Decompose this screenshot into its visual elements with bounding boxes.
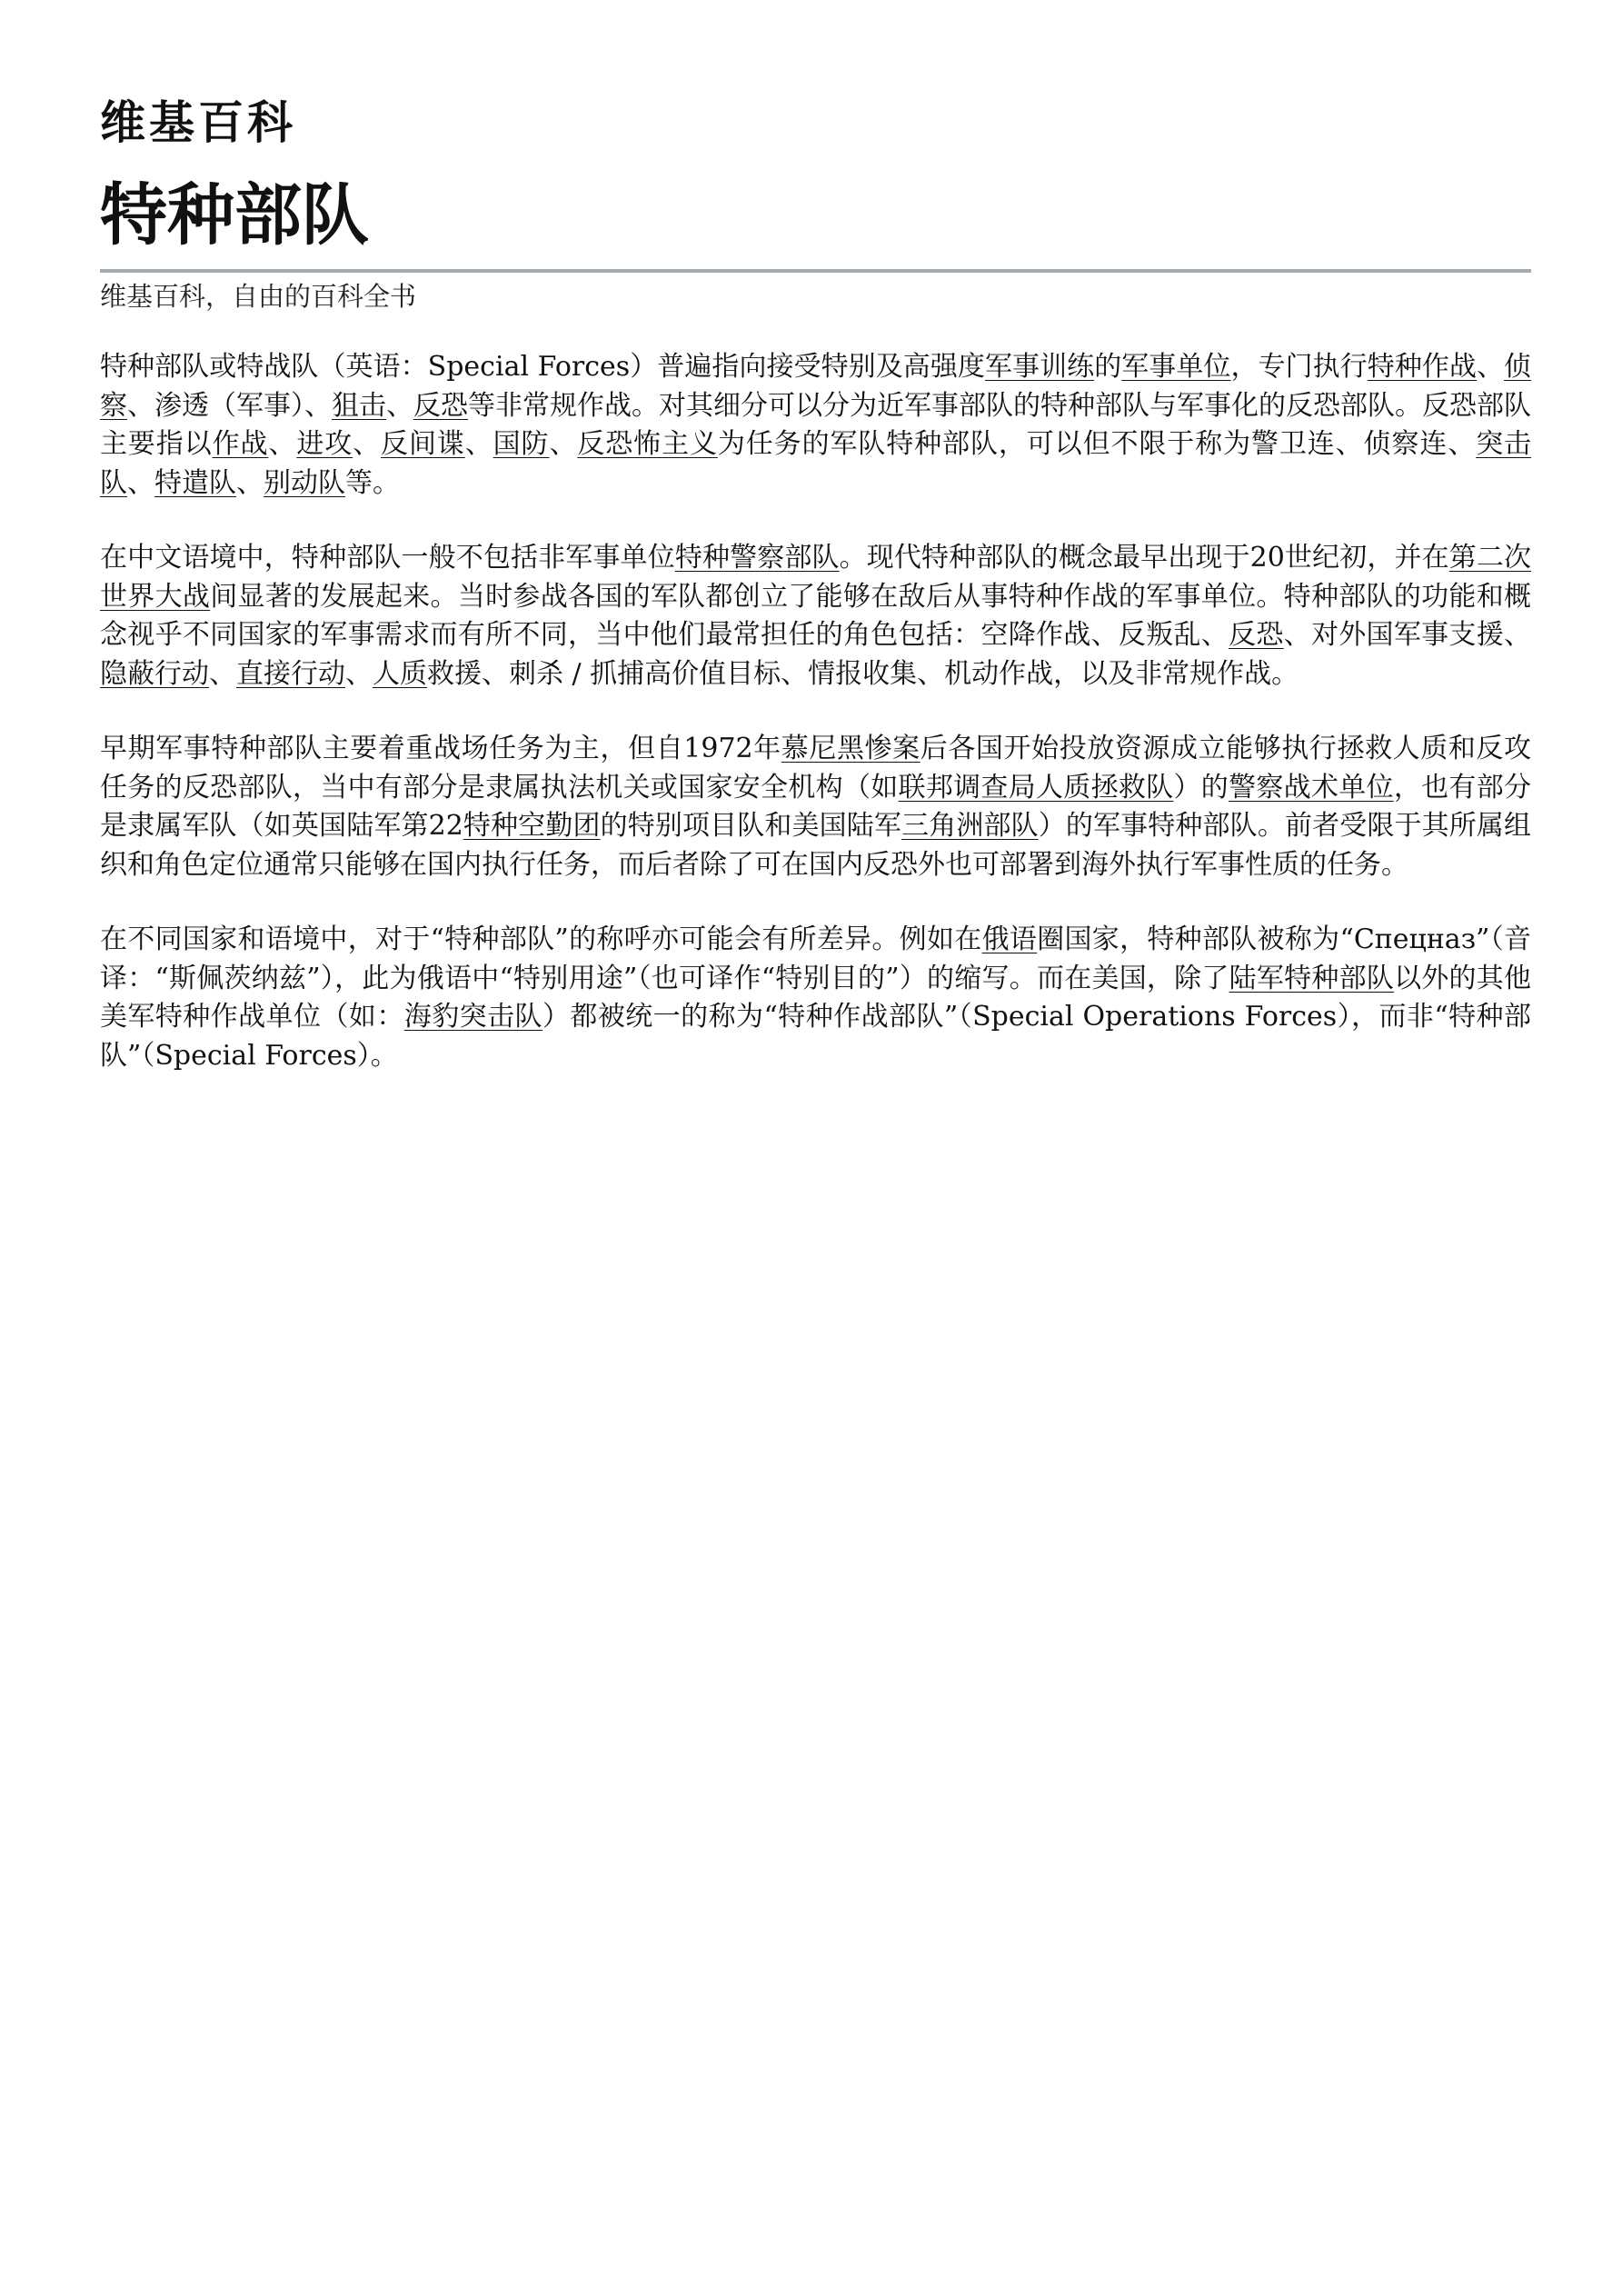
paragraph-text: 早期军事特种部队主要着重战场任务为主，但自1972年 [100, 733, 781, 764]
article-link[interactable]: 军事单位 [1121, 351, 1231, 383]
article-link[interactable]: 海豹突击队 [403, 1001, 542, 1033]
site-tagline: 维基百科，自由的百科全书 [100, 281, 417, 312]
paragraph-text: 、 [209, 657, 236, 690]
article-paragraph-3 [100, 730, 1531, 884]
paragraph-text: 间显著的发展起来。当时参战各国的军队都创立了能够在敌后从事特种作战的军事单位。特种部队的功能和概念视乎不同国家的军事需求而有所不同，当中他们最常担任的角色包括：空降作战、反叛乱、 [100, 580, 1532, 651]
paragraph-text: 、 [345, 657, 373, 690]
paragraph-text: 的特别项目队和美国陆军 [600, 810, 902, 842]
article-page [100, 84, 1531, 1075]
article-link[interactable]: 军事训练 [984, 351, 1095, 383]
title-divider [100, 269, 1531, 273]
paragraph-text: 以外的其他美军特种作战单位（如： [100, 962, 1532, 1033]
article-link[interactable]: 反恐 [1229, 619, 1284, 651]
paragraph-text: 。现代特种部队的概念最早出现于20世纪初，并在 [839, 542, 1449, 574]
article-link[interactable]: 狙击 [332, 389, 386, 422]
paragraph-text: 、 [127, 466, 154, 499]
article-link[interactable]: 作战 [212, 428, 269, 460]
paragraph-text: 的 [1094, 351, 1122, 383]
paragraph-text: ，专门执行 [1230, 351, 1368, 383]
paragraph-text: ，也有部分是隶属军队（如英国陆军第22 [100, 771, 1532, 842]
article-paragraph-2 [100, 539, 1531, 694]
article-link[interactable]: 直接行动 [236, 657, 345, 690]
paragraph-text: 、 [464, 428, 493, 460]
article-link[interactable]: 别动队 [264, 466, 345, 499]
article-link[interactable]: 反间谍 [381, 428, 465, 460]
paragraph-text: 、对外国军事支援、 [1283, 619, 1532, 651]
paragraph-text: 、 [353, 428, 382, 460]
article-link[interactable]: 国防 [493, 428, 550, 460]
paragraph-text: 圈国家，特种部队被称为“Спецназ”（音译：“斯佩茨纳兹”），此为俄语中“特别用途”（也可译作“特别目的”）的缩写。而在美国，除了 [100, 923, 1531, 994]
article-link[interactable]: 特种作战 [1367, 351, 1477, 383]
article-link[interactable]: 进攻 [296, 428, 353, 460]
paragraph-text: 、 [236, 466, 264, 499]
article-link[interactable]: 陆军特种部队 [1229, 962, 1395, 994]
article-paragraph-1 [100, 348, 1531, 503]
paragraph-text: 为任务的军队特种部队，可以但不限于称为警卫连、侦察连、 [717, 428, 1477, 460]
site-name: 维基百科 [100, 95, 296, 149]
paragraph-text: 救援、刺杀 / 抓捕高价值目标、情报收集、机动作战，以及非常规作战。 [427, 657, 1299, 690]
article-link[interactable]: 特种空勤团 [463, 810, 601, 842]
paragraph-text: ）的军事特种部队。前者受限于其所属组织和角色定位通常只能够在国内执行任务，而后者除了可在国内反恐外也可部署到海外执行军事性质的任务。 [100, 810, 1532, 881]
paragraph-text: 、渗透（军事）、 [127, 389, 332, 422]
paragraph-text: 等。 [345, 466, 400, 499]
article-link[interactable]: 侦察 [100, 351, 1532, 422]
paragraph-text: 在不同国家和语境中，对于“特种部队”的称呼亦可能会有所差异。例如在 [100, 923, 982, 955]
article-link[interactable]: 特种警察部队 [674, 542, 840, 574]
article-link[interactable]: 反恐 [413, 389, 468, 422]
paragraph-text: 特种部队或特战队（英语：Special Forces）普遍指向接受特别及高强度 [100, 351, 985, 383]
paragraph-text: 、 [386, 389, 413, 422]
paragraph-text: 、 [1477, 351, 1505, 383]
page-title: 特种部队 [100, 176, 369, 255]
article-link[interactable]: 第二次世界大战 [100, 542, 1532, 613]
article-link[interactable]: 突击队 [100, 428, 1532, 499]
paragraph-text: 在中文语境中，特种部队一般不包括非军事单位 [100, 542, 675, 574]
article-paragraph-4 [100, 921, 1531, 1075]
article-link[interactable]: 三角洲部队 [901, 810, 1039, 842]
paragraph-text: ）都被统一的称为“特种作战部队”（Special Operations Forces），而非“特种部队”（Special Forces）。 [100, 1001, 1531, 1072]
article-link[interactable]: 警察战术单位 [1229, 771, 1394, 804]
paragraph-text: 等非常规作战。对其细分可以分为近军事部队的特种部队与军事化的反恐部队。反恐部队主要指以 [100, 389, 1531, 460]
article-link[interactable]: 反恐怖主义 [577, 428, 718, 460]
article-link[interactable]: 隐蔽行动 [100, 657, 209, 690]
article-link[interactable]: 特遣队 [154, 466, 236, 499]
paragraph-text: 后各国开始投放资源成立能够执行拯救人质和反攻任务的反恐部队，当中有部分是隶属执法机关或国家安全机构（如 [100, 733, 1532, 804]
paragraph-text: 、 [268, 428, 297, 460]
article-link[interactable]: 俄语 [981, 923, 1038, 955]
article-link[interactable]: 慕尼黑惨案 [781, 733, 920, 764]
paragraph-text: ）的 [1173, 771, 1229, 804]
article-link[interactable]: 联邦调查局人质拯救队 [898, 771, 1174, 804]
article-link[interactable]: 人质 [373, 657, 427, 690]
paragraph-text: 、 [549, 428, 578, 460]
